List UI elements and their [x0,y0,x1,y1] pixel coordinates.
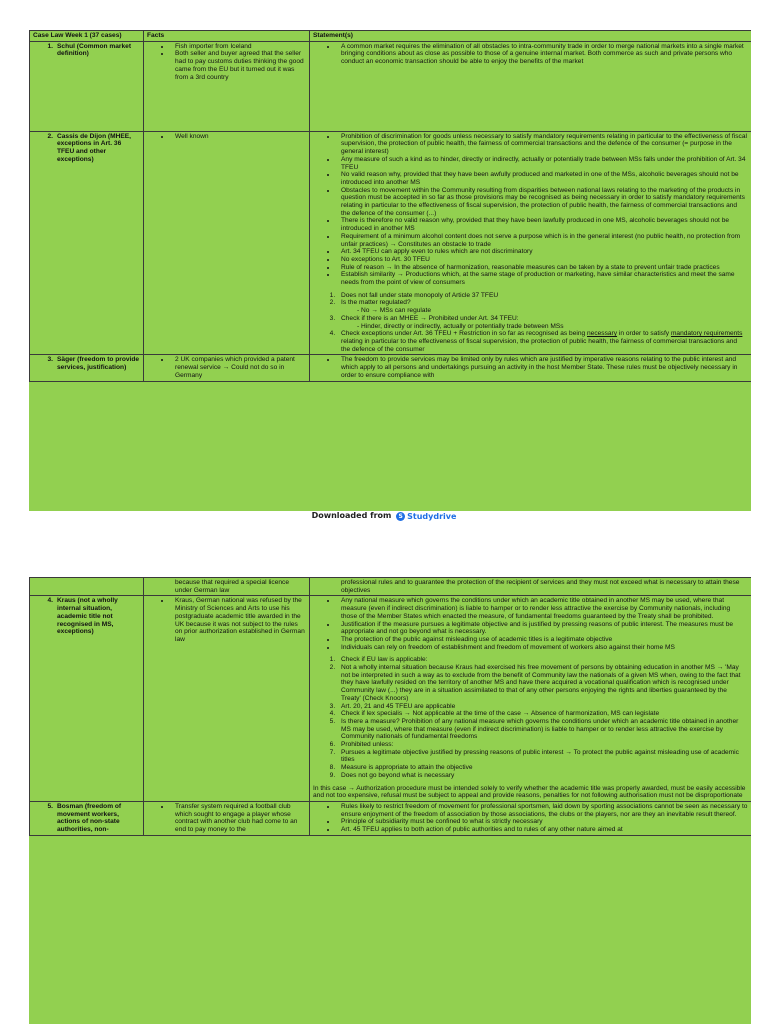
analysis-steps [313,292,748,354]
continued-row [30,578,752,596]
sub-step: - No → MSs can regulate [353,307,748,315]
document-page-1 [29,30,751,511]
statement-item: • Individuals can rely on freedom of establishment and freedom of movement of workers also against their home MS [337,644,748,652]
step-item: 2. Not a wholly internal situation because Kraus had exercised his free movement of persons by obtaining education in another MS → 'May not be interpreted in such a way as to exclude from the benefit of Community law the nationals of a given MS when, owing to the fact that they have lawfully resided on the territory of another MS and have there acquired a vocational qualification which is recognised under Community law (...) they are in a situation assimilated to that of any other persons enjoying the rights and liberties guaranteed by the Treaty' (Check Knoors) [337,664,748,703]
case-name: Säger (freedom to provide services, justification) [57,356,140,372]
table-header-row [30,31,752,42]
case-name: Cassis de Dijon (MHEE, exceptions in Art. 36 TFEU and other exceptions) [57,132,132,163]
studydrive-icon: S [396,512,405,521]
case-number: 4. [47,597,53,605]
step-item: 5. Is there a measure? Prohibition of any national measure which governs the conditions under which an academic title obtained in another MS may be used, where that measure (even if indirect discrimination) is liable to hamper or to render less attractive the exercise by Community nationals of fundamental freedoms [337,718,748,741]
downloaded-from-text: Downloaded from [311,511,392,520]
statement-item: • The freedom to provide services may be limited only by rules which are justified by imperative reasons relating to the public interest and which apply to all persons and undertakings pursuing an activity in the host Member State. These rules must be objectively necessary in order to ensure compliance with [337,356,748,379]
case-name: Bosman (freedom of movement workers, actions of non-state authorities, non- [57,802,122,834]
statement-item: • Rules likely to restrict freedom of movement for professional sportsmen, laid down by sporting associations cannot be seen as necessary to ensure enjoyment of the freedom of association by those associations, the clubs or the players, nor are they an inevitable result thereof. [337,803,748,818]
case-row-schul [30,41,752,131]
statement-item: • There is therefore no valid reason why, provided that they have been lawfully produced in one MS, alcoholic beverages should not be introduced in another MS [337,217,748,232]
step-item: 7. Pursues a legitimate objective justified by pressing reasons of public interest → To protect the public against misleading use of academic titles [337,749,748,764]
analysis-steps [313,656,748,779]
statement-continued: professional rules and to guarantee the protection of the recipient of services and they must not exceed what is necessary to attain these objectives [341,579,740,594]
statement-item: • The protection of the public against misleading use of academic titles is a legitimate objective [337,636,748,644]
step-item: 2. Is the matter regulated? - No → MSs can regulate [337,299,748,314]
header-statements: Statement(s) [310,31,752,42]
statement-item: • Any measure of such a kind as to hinder, directly or indirectly, actually or potentially trade between MSs falls under the prohibition of Art. 34 TFEU [337,156,748,171]
case-row-kraus [30,596,752,802]
statement-item: • Principle of subsidiarity must be confined to what is strictly necessary [337,818,748,826]
fact-item: • Kraus, German national was refused by the Ministry of Sciences and Arts to use his postgraduate academic title awarded in the UK because it was not subject to the rules on prior authorization established in German law [171,597,306,643]
statement-item: • Requirement of a minimum alcohol content does not serve a purpose which is in the general interest (no public health, no protection from unfair practices) → Constitutes an obstacle to trade [337,233,748,248]
case-law-table-continued [29,577,751,836]
sub-step: - Hinder, directly or indirectly, actually or potentially trade between MSs [353,323,748,331]
case-name: Schul (Common market definition) [57,42,132,58]
statement-item: • Prohibition of discrimination for goods unless necessary to satisfy mandatory requirements relating in particular to the effectiveness of fiscal supervision, the protection of public health, the fairness of commercial transactions and the defence of the consumer (= purpose in the general interest) [337,133,748,156]
step-item: 4. Check exceptions under Art. 36 TFEU + Restriction in so far as recognised as being necessary in order to satisfy mandatory requirements relating in particular to the effectiveness of fiscal supervision, the protection of public health, the fairness of commercial transactions and the defence of the consumer [337,330,748,353]
fact-item: • Both seller and buyer agreed that the seller had to pay customs duties thinking the good came from the EU but it turned out it was from a 3rd country [171,50,306,81]
statement-item: • Any national measure which governs the conditions under which an academic title obtained in another MS may be used, where that measure (even if indirect discrimination) is liable to hamper or to render less attractive the exercise by Community nationals, including those of the Member States which enacted the measure, of fundamental freedoms guaranteed by the Treaty shall be prohibited. [337,597,748,620]
statement-item: • A common market requires the elimination of all obstacles to intra-community trade in order to merge national markets into a single market bringing conditions about as close as possible to those of a genuine internal market. Both commerce as such and private persons who conduct an economic transaction should be able to enjoy the benefits of the market [337,43,748,66]
fact-item: • 2 UK companies which provided a patent renewal service → Could not do so in Germany [171,356,306,379]
statement-item: • Obstacles to movement within the Community resulting from disparities between national laws relating to the marketing of the products in question must be accepted in so far as those provisions may be recognised as being necessary in order to satisfy mandatory requirements relating in particular to the effectiveness of fiscal supervision, the protection of public health, the fairness of commercial transactions and the defence of the consumer (...) [337,187,748,218]
step-item: 3. Check if there is an MHEE → Prohibited under Art. 34 TFEU: - Hinder, directly or indirectly, actually or potentially trade between MSs [337,315,748,330]
case-number: 5. [47,802,53,810]
step-item: 1. Does not fall under state monopoly of Article 37 TFEU [337,292,748,300]
studydrive-logo[interactable] [396,512,456,521]
step-item: 1. Check if EU law is applicable: [337,656,748,664]
step-item: 9. Does not go beyond what is necessary [337,772,748,780]
statement-item: • Art. 45 TFEU applies to both action of public authorities and to rules of any other nature aimed at [337,826,748,834]
statement-item: • Art. 34 TFEU can apply even to rules which are not discriminatory [337,248,748,256]
case-number: 1. [47,42,53,50]
fact-item: • Fish importer from Iceland [171,43,306,51]
case-number: 3. [47,356,53,364]
underlined-term: necessary [587,330,618,338]
conclusion-paragraph: In this case → Authorization procedure must be intended solely to verify whether the academic title was properly awarded, must be easily accessible and not too expensive, refusal must be subject to appeal and provide reasons, penalties for not following authorisation must not be disproportionate [313,784,746,800]
case-law-table [29,30,751,382]
statement-item: • Establish similarity → Productions which, at the same stage of production or marketing, have similar characteristics and meet the same needs from the point of view of consumers [337,271,748,286]
case-name: Kraus (not a wholly internal situation, academic title not recognised in MS, exceptions) [57,597,118,636]
step-item: 8. Measure is appropriate to attain the objective [337,764,748,772]
case-number: 2. [47,132,53,140]
step-item: 4. Check if lex specialis → Not applicable at the time of the case → Absence of harmonization, MS can legislate [337,710,748,718]
statement-item: • Justification if the measure pursues a legitimate objective and is justified by pressing reasons of public interest. The measures must be appropriate and not go beyond what is necessary. [337,621,748,636]
header-cases: Case Law Week 1 (37 cases) [30,31,144,42]
fact-item: • Well known [171,133,306,141]
statement-item: • No valid reason why, provided that they have been awfully produced and marketed in one of the MSs, alcoholic beverages should not be introduced into another MS [337,171,748,186]
studydrive-brand: Studydrive [407,511,457,521]
statement-item: • Rule of reason → In the absence of harmonization, reasonable measures can be taken by a state to prevent unfair trade practices [337,264,748,272]
statement-item: • No exceptions to Art. 30 TFEU [337,256,748,264]
download-footer [0,512,768,521]
document-page-2 [29,577,751,1024]
case-row-sager [30,355,752,381]
step-item: 6. Prohibited unless: [337,741,748,749]
case-row-cassis [30,131,752,355]
fact-continued: because that required a special licence under German law [175,579,289,594]
underlined-term: mandatory requirements [670,330,743,338]
fact-item: • Transfer system required a football club which sought to engage a player whose contract with another club had come to an end to pay money to the [171,803,306,834]
step-item: 3. Art. 20, 21 and 45 TFEU are applicable [337,703,748,711]
header-facts: Facts [144,31,310,42]
case-row-bosman [30,801,752,835]
